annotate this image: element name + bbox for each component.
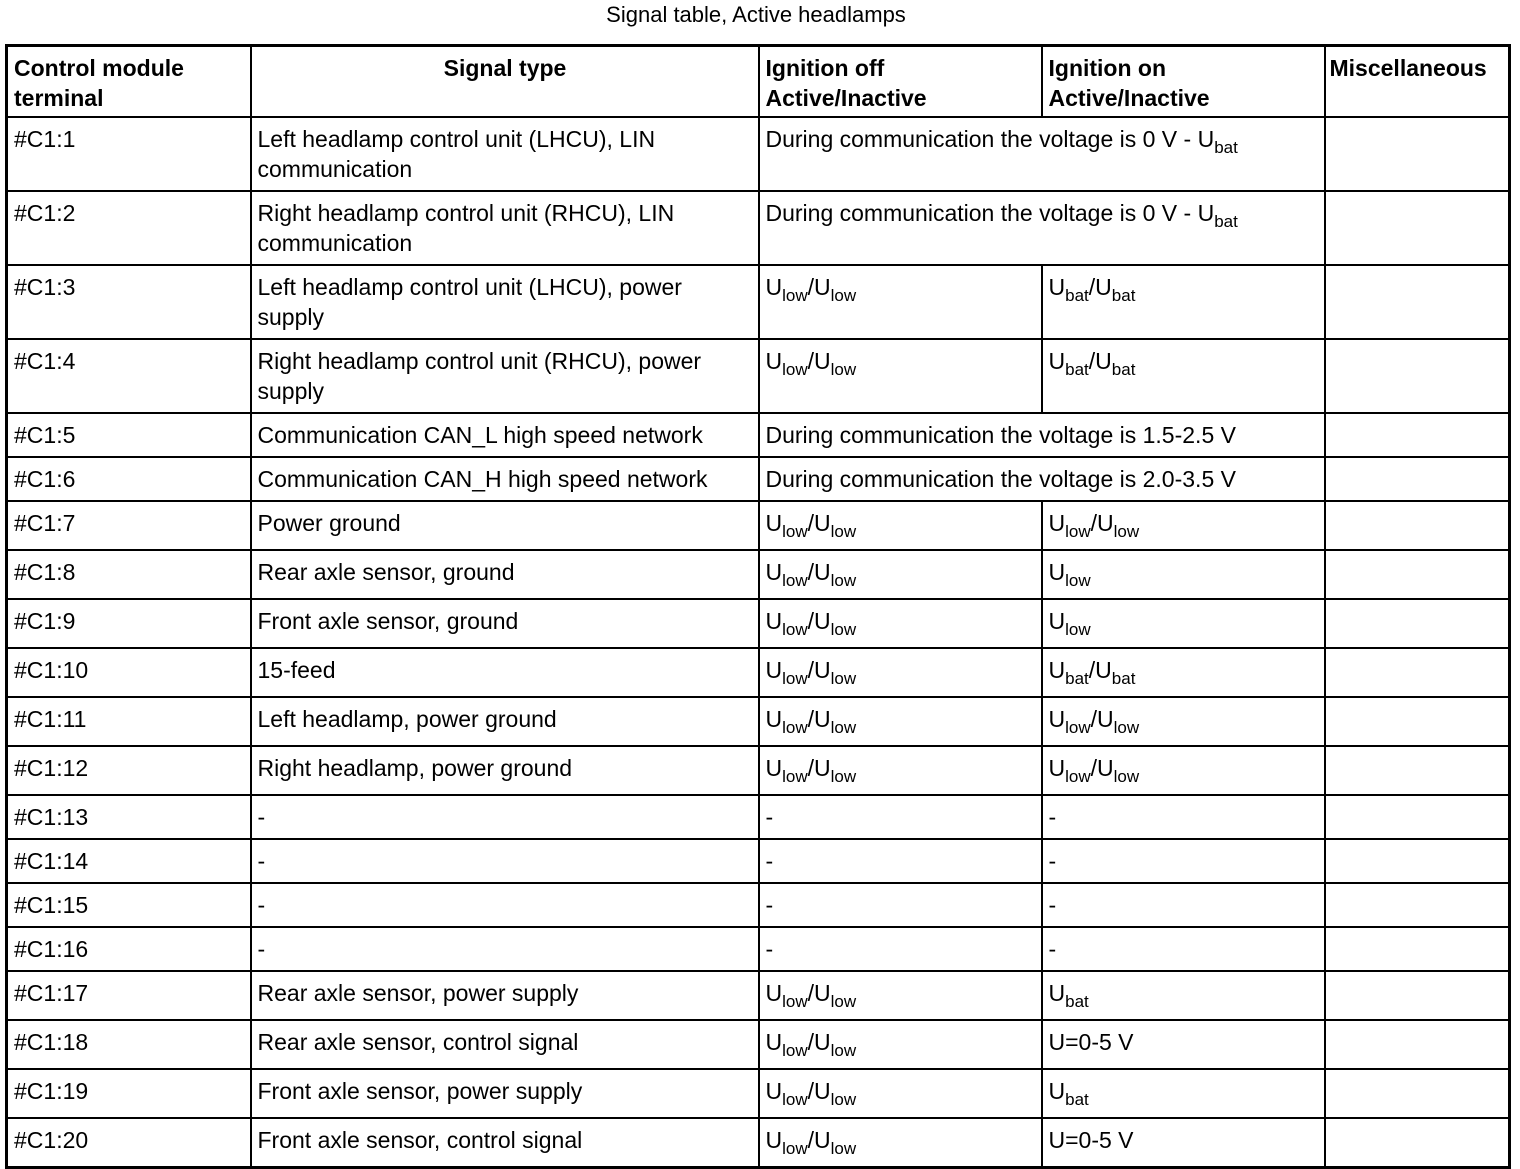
signal-type-cell: Communication CAN_H high speed network: [251, 457, 759, 501]
signal-type-cell: Front axle sensor, power supply: [251, 1069, 759, 1118]
ignition-off-cell: $U_{low}/U_{low}$: [759, 265, 1042, 339]
signal-type-cell: Front axle sensor, ground: [251, 599, 759, 648]
ignition-off-cell: $U_{low}/U_{low}$: [759, 746, 1042, 795]
ignition-off-cell: $U_{low}/U_{low}$: [759, 697, 1042, 746]
signal-type-cell: Right headlamp control unit (RHCU), power supply: [251, 339, 759, 413]
signal-type-cell: Front axle sensor, control signal: [251, 1118, 759, 1168]
ignition-off-cell: $U_{low}/U_{low}$: [759, 1069, 1042, 1118]
misc-cell: [1325, 746, 1510, 795]
voltage-note-cell: During communication the voltage is 1.5-2.5 V: [759, 413, 1325, 457]
table-row: [7, 457, 1510, 501]
table-row: [7, 839, 1510, 883]
misc-cell: [1325, 1069, 1510, 1118]
header-row: [7, 46, 1510, 118]
table-row: [7, 501, 1510, 550]
terminal-cell: #C1:16: [7, 927, 251, 971]
terminal-cell: #C1:9: [7, 599, 251, 648]
ignition-on-cell: U=0-5 V: [1042, 1118, 1325, 1168]
terminal-cell: #C1:14: [7, 839, 251, 883]
misc-cell: [1325, 883, 1510, 927]
terminal-cell: #C1:20: [7, 1118, 251, 1168]
terminal-cell: #C1:1: [7, 117, 251, 191]
table-row: [7, 599, 1510, 648]
table-row: [7, 648, 1510, 697]
misc-cell: [1325, 795, 1510, 839]
signal-table: [5, 44, 1511, 1169]
table-caption: Signal table, Active headlamps: [606, 2, 906, 27]
ignition-off-cell: -: [759, 883, 1042, 927]
signal-type-cell: Left headlamp control unit (LHCU), power supply: [251, 265, 759, 339]
header-miscellaneous: Miscellaneous: [1325, 46, 1510, 118]
terminal-cell: #C1:7: [7, 501, 251, 550]
header-ignition-on: Ignition on Active/Inactive: [1042, 46, 1325, 118]
table-row: [7, 191, 1510, 265]
signal-type-cell: Rear axle sensor, power supply: [251, 971, 759, 1020]
signal-type-cell: Power ground: [251, 501, 759, 550]
signal-type-cell: -: [251, 883, 759, 927]
table-row: [7, 550, 1510, 599]
ignition-off-cell: $U_{low}/U_{low}$: [759, 1118, 1042, 1168]
misc-cell: [1325, 191, 1510, 265]
table-row: [7, 971, 1510, 1020]
table-row: [7, 927, 1510, 971]
terminal-cell: #C1:8: [7, 550, 251, 599]
ignition-off-cell: $U_{low}/U_{low}$: [759, 1020, 1042, 1069]
misc-cell: [1325, 339, 1510, 413]
ignition-on-cell: $U_{bat}/U_{bat}$: [1042, 648, 1325, 697]
ignition-on-cell: -: [1042, 795, 1325, 839]
ignition-on-cell: $U_{bat}/U_{bat}$: [1042, 339, 1325, 413]
ignition-on-cell: $U_{low}$: [1042, 599, 1325, 648]
table-row: [7, 265, 1510, 339]
misc-cell: [1325, 927, 1510, 971]
ignition-off-cell: $U_{low}/U_{low}$: [759, 339, 1042, 413]
signal-type-cell: Communication CAN_L high speed network: [251, 413, 759, 457]
ignition-on-cell: -: [1042, 927, 1325, 971]
misc-cell: [1325, 697, 1510, 746]
voltage-note-cell: During communication the voltage is 2.0-3.5 V: [759, 457, 1325, 501]
signal-type-cell: -: [251, 839, 759, 883]
terminal-cell: #C1:2: [7, 191, 251, 265]
misc-cell: [1325, 265, 1510, 339]
voltage-note-cell: During communication the voltage is 0 V - $U_{bat}$: [759, 191, 1325, 265]
ignition-on-cell: -: [1042, 883, 1325, 927]
ignition-on-cell: U=0-5 V: [1042, 1020, 1325, 1069]
ignition-off-cell: -: [759, 795, 1042, 839]
terminal-cell: #C1:4: [7, 339, 251, 413]
table-row: [7, 883, 1510, 927]
terminal-cell: #C1:18: [7, 1020, 251, 1069]
misc-cell: [1325, 413, 1510, 457]
table-row: [7, 339, 1510, 413]
ignition-on-cell: $U_{low}/U_{low}$: [1042, 746, 1325, 795]
table-row: [7, 117, 1510, 191]
table-row: [7, 697, 1510, 746]
misc-cell: [1325, 1118, 1510, 1168]
header-terminal: Control module terminal: [7, 46, 251, 118]
ignition-off-cell: $U_{low}/U_{low}$: [759, 971, 1042, 1020]
misc-cell: [1325, 501, 1510, 550]
signal-type-cell: Rear axle sensor, control signal: [251, 1020, 759, 1069]
voltage-note-cell: During communication the voltage is 0 V - $U_{bat}$: [759, 117, 1325, 191]
table-row: [7, 413, 1510, 457]
signal-type-cell: -: [251, 795, 759, 839]
misc-cell: [1325, 117, 1510, 191]
misc-cell: [1325, 550, 1510, 599]
ignition-off-cell: -: [759, 927, 1042, 971]
table-row: [7, 1118, 1510, 1168]
terminal-cell: #C1:10: [7, 648, 251, 697]
terminal-cell: #C1:11: [7, 697, 251, 746]
misc-cell: [1325, 971, 1510, 1020]
terminal-cell: #C1:3: [7, 265, 251, 339]
misc-cell: [1325, 599, 1510, 648]
ignition-off-cell: $U_{low}/U_{low}$: [759, 550, 1042, 599]
ignition-off-cell: -: [759, 839, 1042, 883]
terminal-cell: #C1:19: [7, 1069, 251, 1118]
terminal-cell: #C1:13: [7, 795, 251, 839]
signal-type-cell: 15-feed: [251, 648, 759, 697]
header-signal-type: Signal type: [251, 46, 759, 118]
ignition-on-cell: $U_{bat}$: [1042, 971, 1325, 1020]
table-row: [7, 795, 1510, 839]
misc-cell: [1325, 457, 1510, 501]
ignition-on-cell: $U_{low}/U_{low}$: [1042, 501, 1325, 550]
terminal-cell: #C1:17: [7, 971, 251, 1020]
misc-cell: [1325, 1020, 1510, 1069]
misc-cell: [1325, 839, 1510, 883]
signal-type-cell: -: [251, 927, 759, 971]
header-ignition-off: Ignition off Active/Inactive: [759, 46, 1042, 118]
signal-type-cell: Right headlamp control unit (RHCU), LIN communication: [251, 191, 759, 265]
ignition-on-cell: $U_{bat}$: [1042, 1069, 1325, 1118]
table-row: [7, 746, 1510, 795]
terminal-cell: #C1:12: [7, 746, 251, 795]
terminal-cell: #C1:15: [7, 883, 251, 927]
signal-type-cell: Rear axle sensor, ground: [251, 550, 759, 599]
ignition-on-cell: $U_{low}/U_{low}$: [1042, 697, 1325, 746]
ignition-on-cell: $U_{low}$: [1042, 550, 1325, 599]
signal-type-cell: Left headlamp, power ground: [251, 697, 759, 746]
ignition-on-cell: $U_{bat}/U_{bat}$: [1042, 265, 1325, 339]
ignition-off-cell: $U_{low}/U_{low}$: [759, 501, 1042, 550]
ignition-off-cell: $U_{low}/U_{low}$: [759, 648, 1042, 697]
signal-type-cell: Left headlamp control unit (LHCU), LIN communication: [251, 117, 759, 191]
terminal-cell: #C1:5: [7, 413, 251, 457]
signal-type-cell: Right headlamp, power ground: [251, 746, 759, 795]
terminal-cell: #C1:6: [7, 457, 251, 501]
ignition-off-cell: $U_{low}/U_{low}$: [759, 599, 1042, 648]
table-row: [7, 1069, 1510, 1118]
ignition-on-cell: -: [1042, 839, 1325, 883]
misc-cell: [1325, 648, 1510, 697]
table-row: [7, 1020, 1510, 1069]
